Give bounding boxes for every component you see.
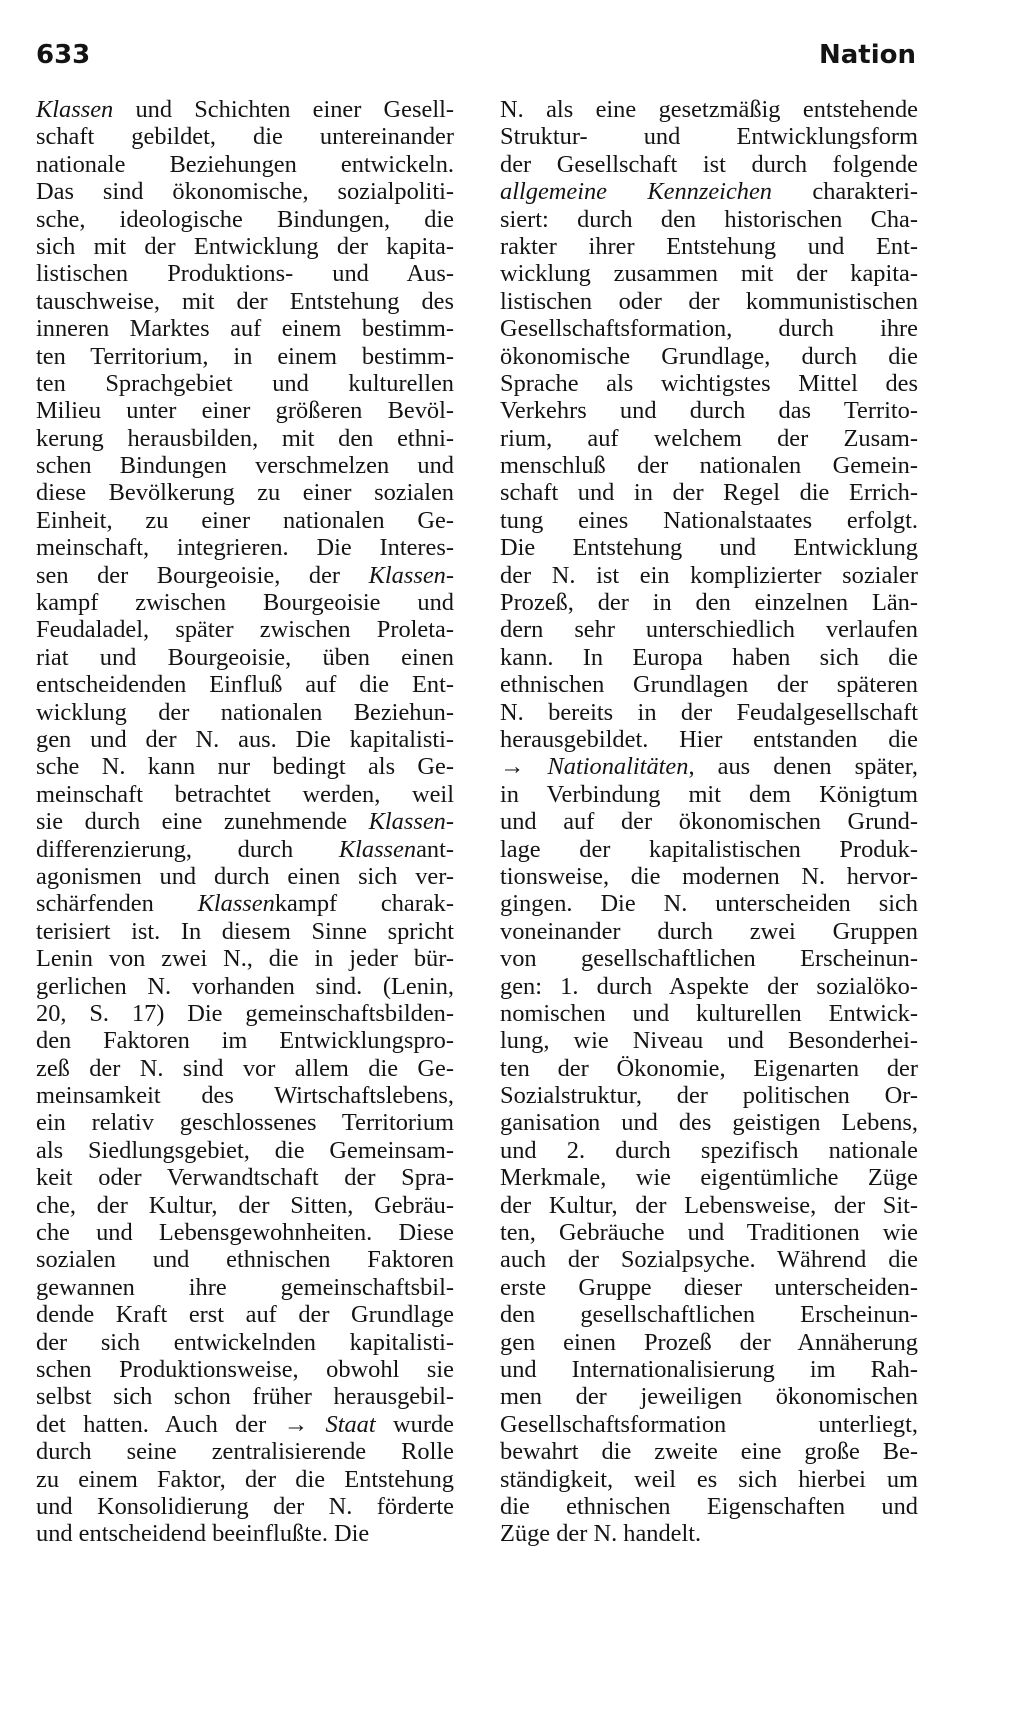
text-line: kann. In Europa haben sich die <box>500 643 918 671</box>
text-line: zeß der N. sind vor allem die Ge- <box>36 1054 454 1082</box>
text-line: von gesellschaftlichen Erscheinun- <box>500 945 918 973</box>
text-line: die ethnischen Eigenschaften und <box>500 1492 918 1520</box>
text-line: den gesellschaftlichen Erscheinun- <box>500 1301 918 1329</box>
text-line: ten der Ökonomie, Eigenarten der <box>500 1054 918 1082</box>
text-line: entscheidenden Einfluß auf die Ent- <box>36 671 454 699</box>
text-line: men der jeweiligen ökonomischen <box>500 1383 918 1411</box>
text-line: differenzierung, durch Klassenant- <box>36 835 454 863</box>
text-line: Das sind ökonomische, sozialpoliti- <box>36 178 454 206</box>
text-line: rium, auf welchem der Zusam- <box>500 424 918 452</box>
text-line: listischen oder der kommunistischen <box>500 287 918 315</box>
text-line: Feudaladel, später zwischen Proleta- <box>36 616 454 644</box>
text-line: Züge der N. handelt. <box>500 1520 702 1548</box>
text-line: menschluß der nationalen Gemein- <box>500 452 918 480</box>
text-line: selbst sich schon früher herausgebil- <box>36 1383 454 1411</box>
text-line: ein relativ geschlossenes Territorium <box>36 1109 454 1137</box>
text-line: gewannen ihre gemeinschaftsbil- <box>36 1273 454 1301</box>
left-text-column <box>36 96 454 1548</box>
text-line: Verkehrs und durch das Territo- <box>500 397 918 425</box>
text-line: lage der kapitalistischen Produk- <box>500 835 918 863</box>
text-line: kerung herausbilden, mit den ethni- <box>36 424 454 452</box>
text-line: sich mit der Entwicklung der kapita- <box>36 232 454 260</box>
text-line: wicklung zusammen mit der kapita- <box>500 260 918 288</box>
text-line: siert: durch den historischen Cha- <box>500 205 918 233</box>
text-line: den Faktoren im Entwicklungspro- <box>36 1027 454 1055</box>
text-line: Klassen und Schichten einer Gesell- <box>36 96 454 123</box>
italic-term: Klassen <box>197 890 275 918</box>
text-line: und Internationalisierung im Rah- <box>500 1355 918 1383</box>
text-line: sozialen und ethnischen Faktoren <box>36 1246 454 1274</box>
text-line: Sozialstruktur, der politischen Or- <box>500 1082 918 1110</box>
text-line: Die Entstehung und Entwicklung <box>500 534 918 562</box>
page-number: 633 <box>36 40 91 70</box>
text-line: gen einen Prozeß der Annäherung <box>500 1328 918 1356</box>
text-line: ständigkeit, weil es sich hierbei um <box>500 1465 918 1493</box>
text-line: allgemeine Kennzeichen charakteri- <box>500 178 918 206</box>
text-line: tauschweise, mit der Entstehung des <box>36 287 454 315</box>
text-line: sche, ideologische Bindungen, die <box>36 205 454 233</box>
text-line: nationale Beziehungen entwickeln. <box>36 150 454 178</box>
text-line: agonismen und durch einen sich ver- <box>36 862 454 890</box>
text-line: ten, Gebräuche und Traditionen wie <box>500 1219 918 1247</box>
text-line: meinschaft, integrieren. Die Interes- <box>36 534 454 562</box>
italic-term: Klassen <box>36 96 114 123</box>
text-line: der sich entwickelnden kapitalisti- <box>36 1328 454 1356</box>
text-line: keit oder Verwandtschaft der Spra- <box>36 1164 454 1192</box>
text-line: listischen Produktions- und Aus- <box>36 260 454 288</box>
text-line: meinschaft betrachtet werden, weil <box>36 780 454 808</box>
text-line: Prozeß, der in den einzelnen Län- <box>500 589 918 617</box>
text-line: gerlichen N. vorhanden sind. (Lenin, <box>36 972 454 1000</box>
text-line: Milieu unter einer größeren Bevöl- <box>36 397 454 425</box>
text-line: dende Kraft erst auf der Grundlage <box>36 1301 454 1329</box>
running-head: Nation <box>818 40 916 70</box>
text-line: gen: 1. durch Aspekte der sozialöko- <box>500 972 918 1000</box>
text-line: rakter ihrer Entstehung und Ent- <box>500 232 918 260</box>
text-line: der N. ist ein komplizierter sozialer <box>500 561 918 589</box>
text-line: ganisation und des geistigen Lebens, <box>500 1109 918 1137</box>
text-line: und auf der ökonomischen Grund- <box>500 808 918 836</box>
text-line: tung eines Nationalstaates erfolgt. <box>500 506 918 534</box>
text-line: der Gesellschaft ist durch folgende <box>500 150 918 178</box>
right-text-column <box>500 96 918 1548</box>
text-line: che und Lebensgewohnheiten. Diese <box>36 1219 454 1247</box>
text-line: ethnischen Grundlagen der späteren <box>500 671 918 699</box>
text-line: bewahrt die zweite eine große Be- <box>500 1438 918 1466</box>
text-line: schaft und in der Regel die Errich- <box>500 479 918 507</box>
text-line: ten Territorium, in einem bestimm- <box>36 342 454 370</box>
text-line: Merkmale, wie eigentümliche Züge <box>500 1164 918 1192</box>
text-line: ökonomische Grundlage, durch die <box>500 342 918 370</box>
text-line: gen und der N. aus. Die kapitalisti- <box>36 725 454 753</box>
text-line: schen Produktionsweise, obwohl sie <box>36 1355 454 1383</box>
text-line: ten Sprachgebiet und kulturellen <box>36 369 454 397</box>
italic-term: Klassen <box>338 835 417 863</box>
text-line: schärfenden Klassenkampf charak- <box>36 890 454 918</box>
text-line: und Konsolidierung der N. förderte <box>36 1492 454 1520</box>
text-line: wicklung der nationalen Beziehun- <box>36 698 454 726</box>
text-line: diese Bevölkerung zu einer sozialen <box>36 479 454 507</box>
text-line: auch der Sozialpsyche. Während die <box>500 1246 918 1274</box>
text-line: dern sehr unterschiedlich verlaufen <box>500 616 918 644</box>
text-line: erste Gruppe dieser unterscheiden- <box>500 1273 918 1301</box>
text-line: als Siedlungsgebiet, die Gemeinsam- <box>36 1136 454 1164</box>
text-line: N. als eine gesetzmäßig entstehende <box>500 96 918 123</box>
italic-term: Klassen <box>368 808 446 836</box>
text-line: Lenin von zwei N., die in jeder bür- <box>36 945 454 973</box>
italic-term: Staat <box>325 1410 376 1438</box>
text-line: lung, wie Niveau und Besonderhei- <box>500 1027 918 1055</box>
text-line: der Kultur, der Lebensweise, der Sit- <box>500 1191 918 1219</box>
text-line: nomischen und kulturellen Entwick- <box>500 999 918 1027</box>
text-line: inneren Marktes auf einem bestimm- <box>36 315 454 343</box>
text-line: kampf zwischen Bourgeoisie und <box>36 589 454 617</box>
text-line: gingen. Die N. unterscheiden sich <box>500 890 918 918</box>
text-line: schaft gebildet, die untereinander <box>36 123 454 151</box>
text-line: → Nationalitäten, aus denen später, <box>500 753 918 781</box>
text-line: schen Bindungen verschmelzen und <box>36 452 454 480</box>
page-header <box>36 40 916 76</box>
text-line: 20, S. 17) Die gemeinschaftsbilden- <box>36 999 454 1027</box>
text-line: Einheit, zu einer nationalen Ge- <box>36 506 454 534</box>
text-line: durch seine zentralisierende Rolle <box>36 1438 454 1466</box>
text-line: meinsamkeit des Wirtschaftslebens, <box>36 1082 454 1110</box>
text-line: zu einem Faktor, der die Entstehung <box>36 1465 454 1493</box>
text-line: N. bereits in der Feudalgesellschaft <box>500 698 918 726</box>
text-line: det hatten. Auch der → Staat wurde <box>36 1410 454 1438</box>
text-line: sie durch eine zunehmende Klassen- <box>36 808 454 836</box>
text-line: sche N. kann nur bedingt als Ge- <box>36 753 454 781</box>
text-line: in Verbindung mit dem Königtum <box>500 780 918 808</box>
italic-term: Klassen <box>368 561 446 589</box>
text-line: voneinander durch zwei Gruppen <box>500 917 918 945</box>
text-line: riat und Bourgeoisie, üben einen <box>36 643 454 671</box>
text-line: herausgebildet. Hier entstanden die <box>500 725 918 753</box>
italic-term: allgemeine Kennzeichen <box>500 178 772 206</box>
text-line: Struktur- und Entwicklungsform <box>500 123 918 151</box>
text-line: Gesellschaftsformation unterliegt, <box>500 1410 918 1438</box>
text-line: sen der Bourgeoisie, der Klassen- <box>36 561 454 589</box>
italic-term: Nationalitäten <box>547 753 689 781</box>
text-line: terisiert ist. In diesem Sinne spricht <box>36 917 454 945</box>
text-line: tionsweise, die modernen N. hervor- <box>500 862 918 890</box>
text-line: che, der Kultur, der Sitten, Gebräu- <box>36 1191 454 1219</box>
text-line: und entscheidend beeinflußte. Die <box>36 1520 370 1548</box>
text-line: und 2. durch spezifisch nationale <box>500 1136 918 1164</box>
text-line: Sprache als wichtigstes Mittel des <box>500 369 918 397</box>
text-line: Gesellschaftsformation, durch ihre <box>500 315 918 343</box>
